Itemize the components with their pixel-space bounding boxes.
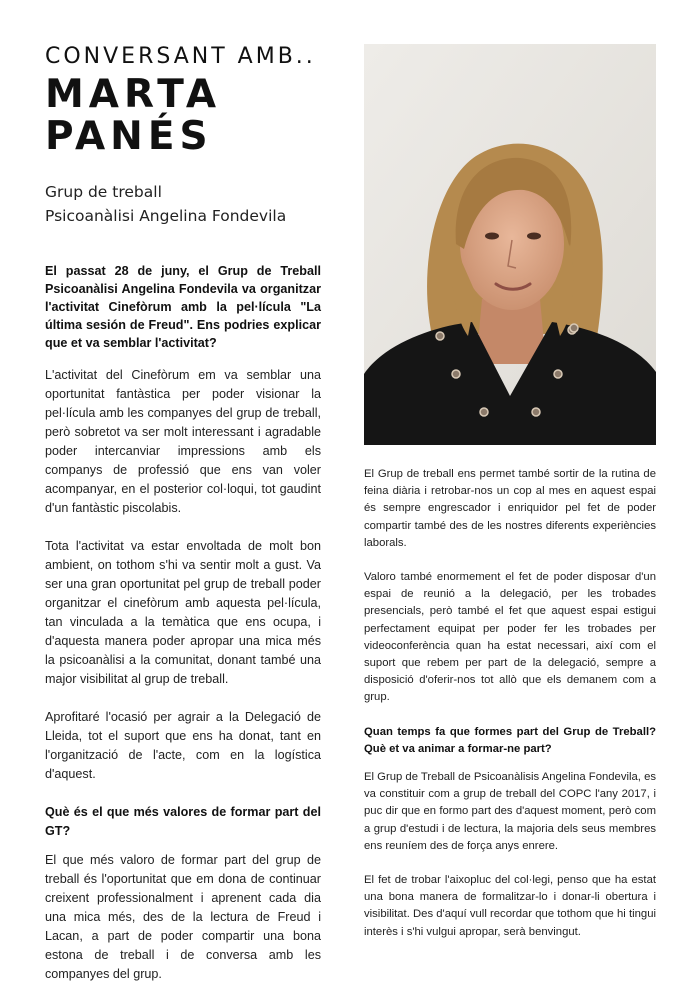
name-line-2: PANÉS xyxy=(45,114,213,159)
right-paragraph-2: Valoro també enormement el fet de poder disposar d'un espai de reunió a la delegació, per les trobades presencials, però també el fet que aquest espai estigui perfectament equipat per poder fer les trobades per videoconferència quan ha estat necessari, així com el suport que rebem per part de la delegació, sempre a disposició d'oferir-nos tot allò que els demanem com a grup. xyxy=(364,571,656,704)
question-2: Què és el que més valores de formar part del GT? xyxy=(45,805,321,838)
right-paragraph-3: El Grup de Treball de Psicoanàlisis Angelina Fondevila, es va constituir com a grup de treball del COPC l'any 2017, i puc dir que en formo part des d'aquest moment, però com a grup d'estudi i de lectura, la majoria dels seus membres ens reuníem des de força anys enrere. xyxy=(364,771,657,852)
left-column xyxy=(45,262,321,1003)
working-group xyxy=(45,180,286,228)
right-paragraph-1: El Grup de treball ens permet també sortir de la rutina de feina diària i retrobar-nos un cop al mes en aquest espai és sempre engrescador i enriquidor pel fet de poder compartir també des de les nostres diferents experiències laborals. xyxy=(364,468,656,549)
answer-paragraph-3: Aprofitaré l'ocasió per agrair a la Delegació de Lleida, tot el suport que ens ha donat, tant en l'organització de l'acte, com en la logística d'aquest. xyxy=(45,710,321,781)
answer-paragraph-2: Tota l'activitat va estar envoltada de molt bon ambient, on tothom s'hi va sentir molt a gust. Va ser una gran oportunitat pel grup de treball poder organitzar el cinefòrum amb aquesta pel·lícula, tan vinculada a la temàtica que ens ocupa, i d'aquesta manera poder apropar una mica més la psicoanàlisi a la comunitat, donant també una major visibilitat al grup de treball. xyxy=(45,539,321,686)
portrait-illustration xyxy=(364,44,656,445)
interview-kicker: CONVERSANT AMB.. xyxy=(45,44,316,69)
question-3: Quan temps fa que formes part del Grup de Treball? Què et va animar a formar-ne part? xyxy=(364,725,656,755)
answer-paragraph-1: L'activitat del Cinefòrum em va semblar una oportunitat fantàstica per poder visionar la pel·lícula amb les companyes del grup de treball, però sobretot va ser molt interessant i agradable poder intercanviar impressions amb els companys de professió que ens van voler acompanyar, en el posterior col·loqui, tot gaudint d'un fantàstic piscolabis. xyxy=(45,368,321,515)
group-line-1: Grup de treball xyxy=(45,183,162,201)
question-1: El passat 28 de juny, el Grup de Treball Psicoanàlisi Angelina Fondevila va organitzar l'activitat Cinefòrum amb la pel·lícula "La última sesión de Freud". Ens podries explicar que et va semblar l'activitat? xyxy=(45,264,321,350)
answer-paragraph-4: El que més valoro de formar part del grup de treball és l'oportunitat que em dona de continuar creixent professionalment i aprenent cada dia una mica més, des de la lectura de Freud i Lacan, a part de poder compartir una bona estona de treball i de conversa amb les companyes del grup. xyxy=(45,853,321,981)
group-line-2: Psicoanàlisi Angelina Fondevila xyxy=(45,207,287,225)
right-paragraph-4: El fet de trobar l'aixopluc del col·legi, penso que ha estat una bona manera de formalitzar-lo i donar-li obertura i visibilitat. Des d'aquí vull recordar que tothom que hi tingui interès i s'hi vulgui apropar, serà benvingut. xyxy=(364,874,656,938)
name-line-1: MARTA xyxy=(45,72,222,117)
portrait-photo xyxy=(364,44,656,445)
interviewee-name xyxy=(45,74,221,158)
right-column xyxy=(364,466,656,958)
